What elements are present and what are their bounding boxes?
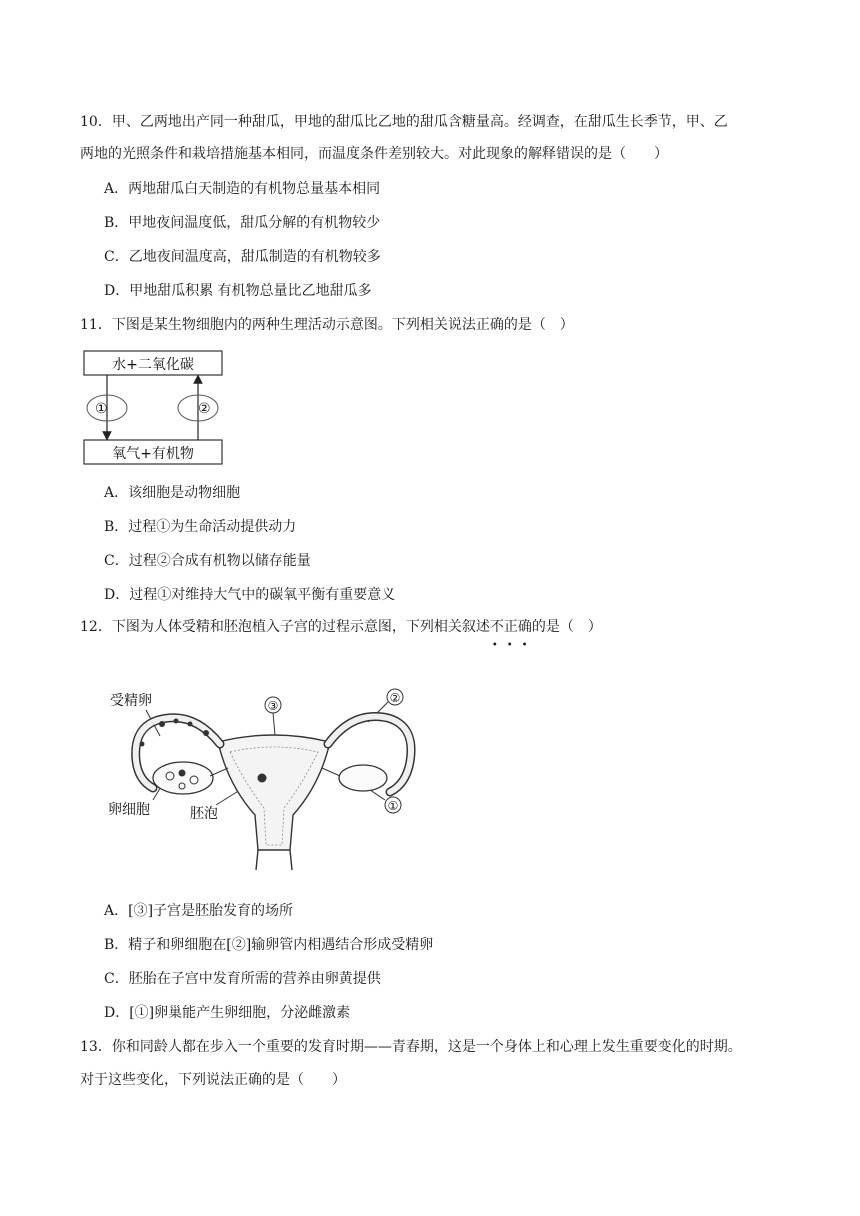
q12-option-b: B．精子和卵细胞在[②]输卵管内相遇结合形成受精卵 bbox=[104, 937, 434, 953]
q12-option-d: D．[①]卵巢能产生卵细胞，分泌雌激素 bbox=[104, 1005, 351, 1021]
q12-option-a: A．[③]子宫是胚胎发育的场所 bbox=[104, 903, 294, 919]
q12-stem bbox=[80, 617, 602, 651]
q12-stem-after: 的是（ ） bbox=[531, 619, 602, 635]
q11-option-a: A．该细胞是动物细胞 bbox=[104, 485, 241, 501]
q12-blastocyst bbox=[258, 774, 267, 783]
q12-uterus-figure bbox=[98, 680, 428, 875]
q12-label-3: ③ bbox=[267, 699, 279, 713]
q12-stem-emphasis: 不正确 ••• bbox=[489, 619, 537, 651]
q12-stem-before: 12．下图为人体受精和胚泡植入子宫的过程示意图，下列相关叙述 bbox=[80, 619, 490, 635]
q11-bottom-box-label: 氧气+有机物 bbox=[112, 446, 194, 462]
q10-option-d: D．甲地甜瓜积累 有机物总量比乙地甜瓜多 bbox=[104, 283, 372, 299]
q12-label-1: ① bbox=[387, 799, 399, 813]
q11-figure bbox=[80, 348, 230, 468]
q11-process-1-label: ① bbox=[95, 401, 108, 417]
q12-right-ovary bbox=[339, 765, 387, 791]
q10-option-b: B．甲地夜间温度低，甜瓜分解的有机物较少 bbox=[104, 215, 381, 231]
q10-stem-line1: 10．甲、乙两地出产同一种甜瓜，甲地的甜瓜比乙地的甜瓜含糖量高。经调查，在甜瓜生长季节，甲、乙 bbox=[80, 114, 728, 130]
q12-option-c: C．胚胎在子宫中发育所需的营养由卵黄提供 bbox=[104, 971, 381, 987]
q11-option-b: B．过程①为生命活动提供动力 bbox=[104, 519, 297, 535]
q12-label-blastocyst: 胚泡 bbox=[190, 806, 218, 822]
q12-label-2: ② bbox=[389, 691, 401, 705]
q11-stem: 11．下图是某生物细胞内的两种生理活动示意图。下列相关说法正确的是（ ） bbox=[80, 317, 574, 333]
q11-top-box-label: 水+二氧化碳 bbox=[112, 357, 194, 373]
q13-stem-line2: 对于这些变化，下列说法正确的是（ ） bbox=[80, 1072, 346, 1088]
q12-uterus bbox=[218, 735, 330, 850]
q12-label-egg-cell: 卵细胞 bbox=[108, 802, 150, 818]
q13-stem-line1: 13．你和同龄人都在步入一个重要的发育时期——青春期，这是一个身体上和心理上发生重要变化的时期。 bbox=[80, 1039, 742, 1055]
q10-option-a: A．两地甜瓜白天制造的有机物总量基本相同 bbox=[104, 181, 381, 197]
q11-option-c: C．过程②合成有机物以储存能量 bbox=[104, 553, 311, 569]
q11-option-d: D．过程①对维持大气中的碳氧平衡有重要意义 bbox=[104, 587, 396, 603]
q12-label-fertilized-egg: 受精卵 bbox=[110, 693, 152, 709]
q11-process-2-label: ② bbox=[198, 401, 211, 417]
q10-stem-line2: 两地的光照条件和栽培措施基本相同，而温度条件差别较大。对此现象的解释错误的是（ ） bbox=[80, 146, 668, 162]
q10-option-c: C．乙地夜间温度高，甜瓜制造的有机物较多 bbox=[104, 249, 381, 265]
